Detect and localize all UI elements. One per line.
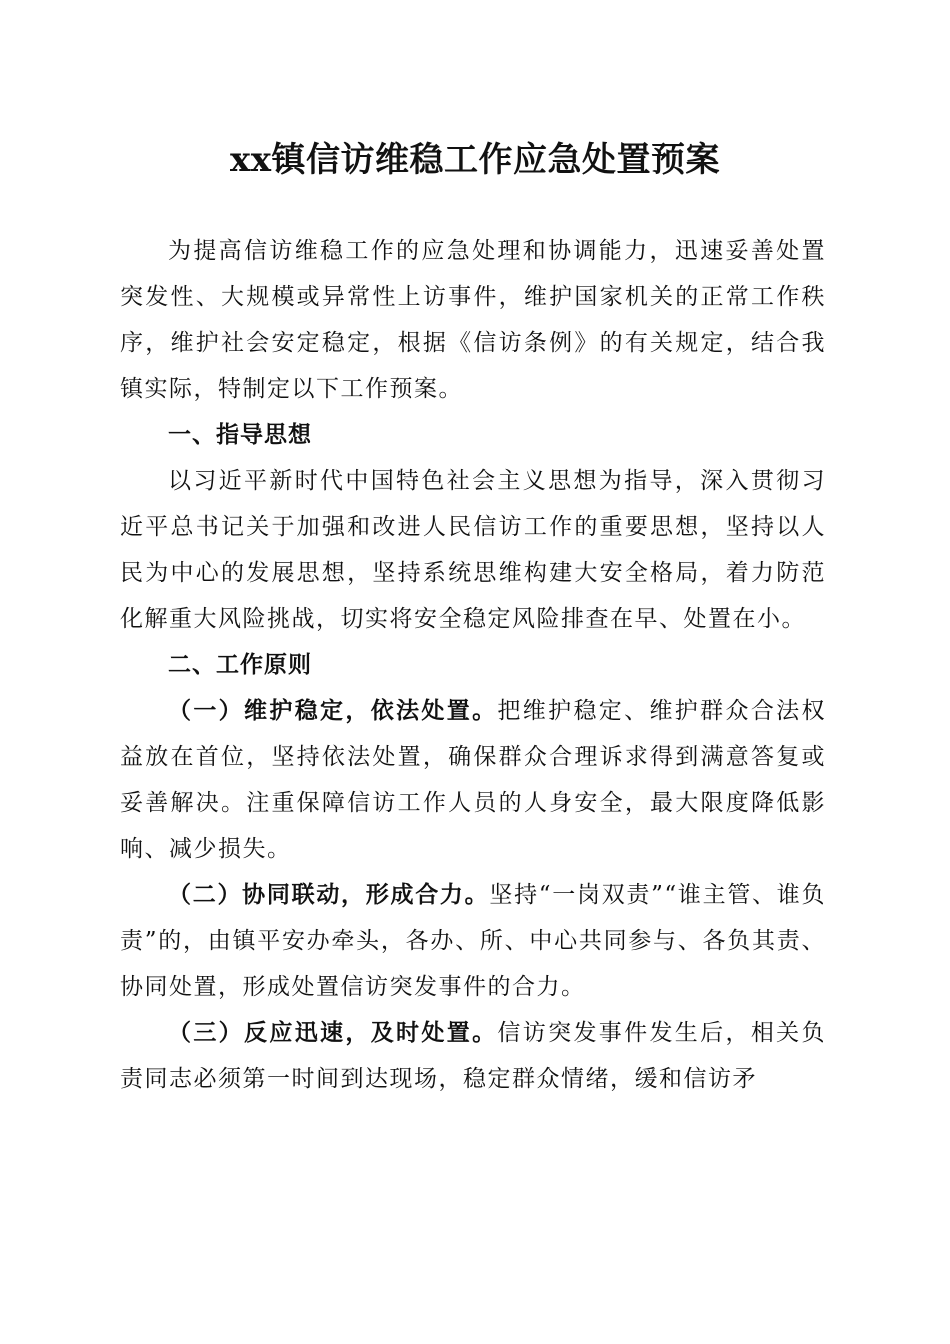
principle-paragraph — [120, 688, 826, 872]
document-title: xx镇信访维稳工作应急处置预案 — [229, 140, 721, 180]
principle-text: 信访突发事件发生后，相关负责同志必须第一时间到达现场，稳定群众情绪，缓和信访矛 — [120, 1020, 827, 1092]
principle-lead: （二）协同联动，形成合力。 — [168, 881, 490, 908]
principle-text: 把维护稳定、维护群众合法权益放在首位，坚持依法处置，确保群众合理诉求得到满意答复或妥善解决。注重保障信访工作人员的人身安全，最大限度降低影响、减少损失。 — [120, 698, 827, 862]
principle-lead: （一）维护稳定，依法处置。 — [168, 697, 498, 724]
principle-lead: （三）反应迅速，及时处置。 — [168, 1019, 498, 1046]
intro-paragraph: 为提高信访维稳工作的应急处理和协调能力，迅速妥善处置突发性、大规模或异常性上访事件，维护国家机关的正常工作秩序，维护社会安定稳定，根据《信访条例》的有关规定，结合我镇实际，特制定以下工作预案。 — [120, 238, 826, 402]
principle-text: 坚持“一岗双责”“谁主管、谁负责”的，由镇平安办牵头，各办、所、中心共同参与、各负其责、协同处置，形成处置信访突发事件的合力。 — [120, 882, 826, 1000]
section-heading-guiding-thought: 一、指导思想 — [168, 422, 312, 448]
document-body — [120, 228, 826, 1102]
principle-paragraph — [120, 1010, 826, 1102]
guiding-thought-paragraph: 以习近平新时代中国特色社会主义思想为指导，深入贯彻习近平总书记关于加强和改进人民信访工作的重要思想，坚持以人民为中心的发展思想，坚持系统思维构建大安全格局，着力防范化解重大风险挑战，切实将安全稳定风险排查在早、处置在小。 — [120, 468, 826, 632]
principle-paragraph — [120, 872, 826, 1010]
section-heading-work-principles: 二、工作原则 — [168, 652, 312, 678]
